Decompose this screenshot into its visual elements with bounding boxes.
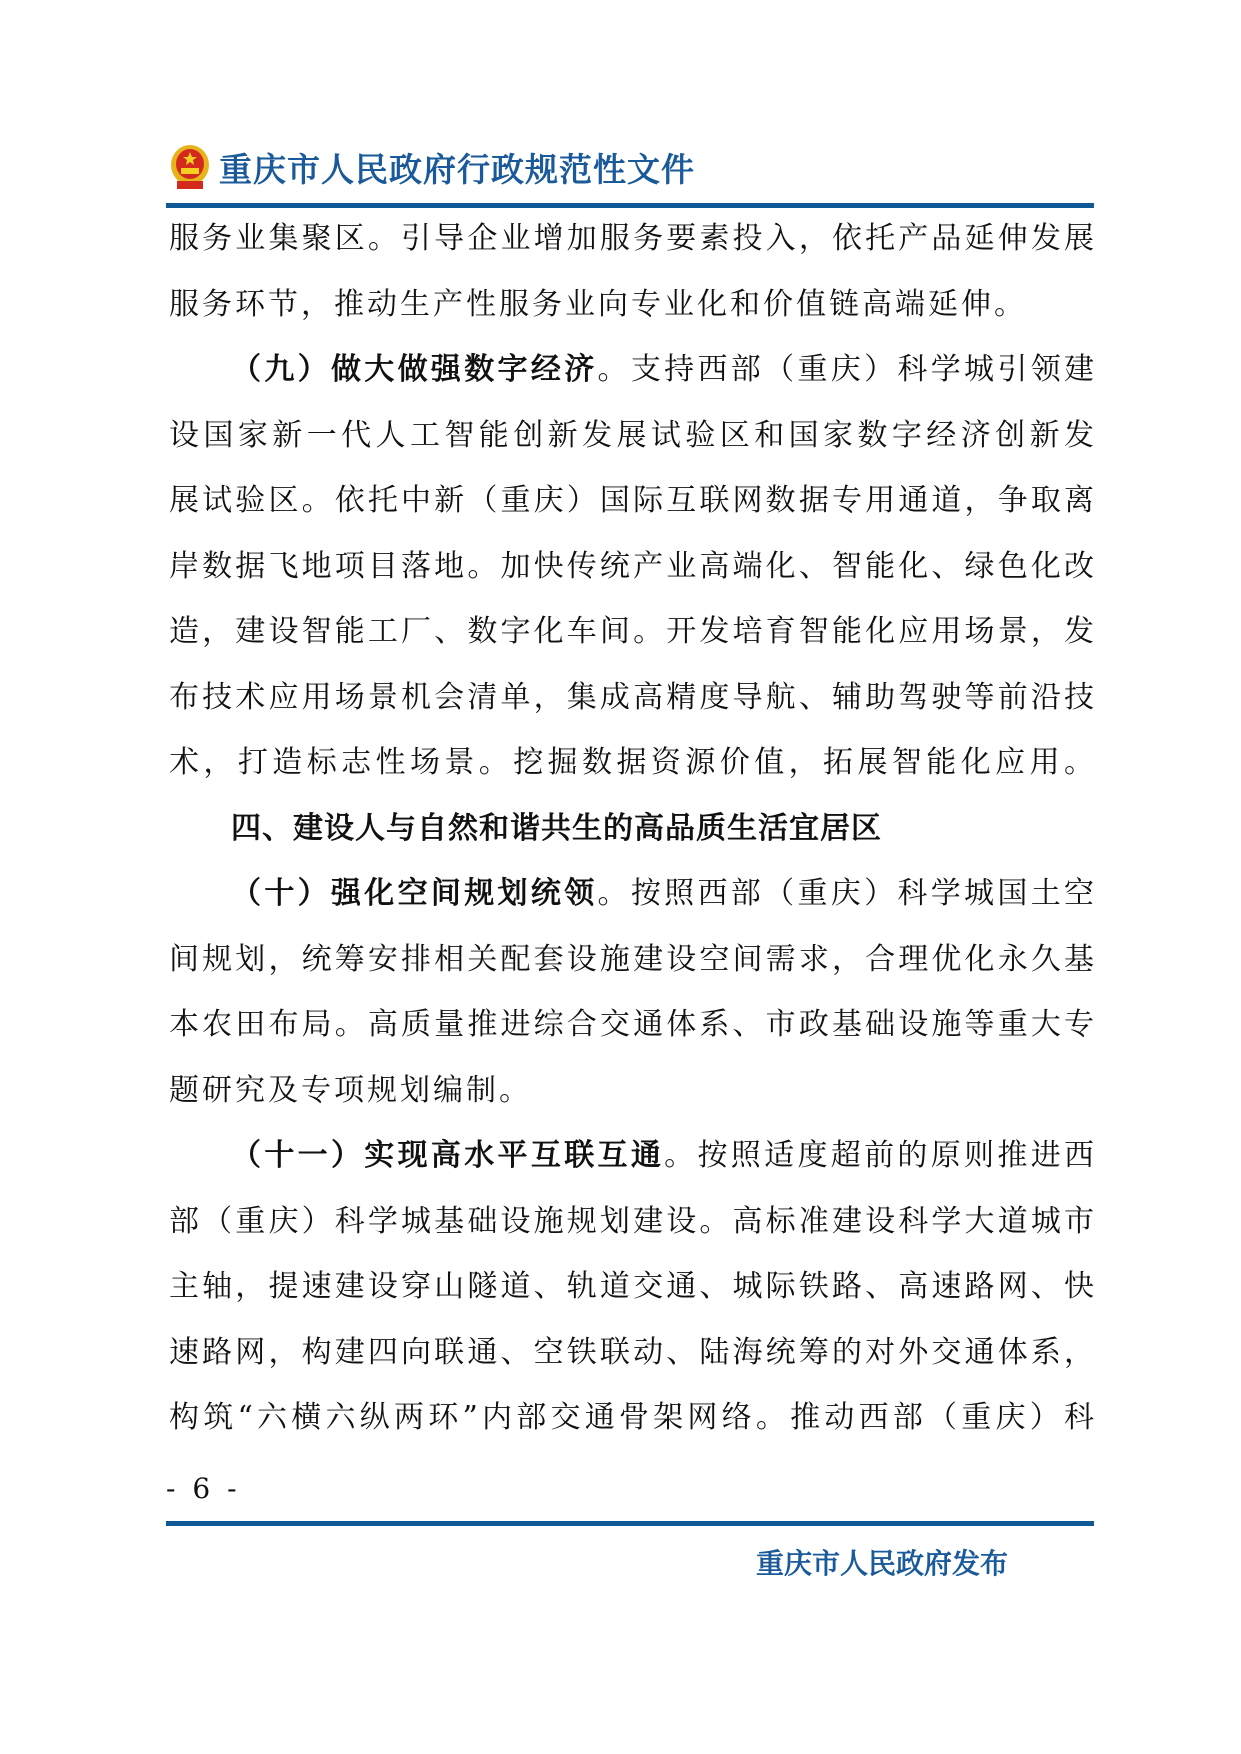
document-header — [169, 142, 695, 192]
footer-divider — [166, 1521, 1094, 1526]
text-line — [169, 1135, 1094, 1201]
line-text: 布技术应用场景机会清单，集成高精度导航、辅助驾驶等前沿技 — [169, 679, 1094, 715]
line-text: 本农田布局。高质量推进综合交通体系、市政基础设施等重大专 — [169, 1007, 1094, 1042]
line-text: 间规划，统筹安排相关配套设施建设空间需求，合理优化永久基 — [169, 941, 1094, 977]
line-text: 。支持西部（重庆）科学城引领建 — [597, 352, 1095, 387]
header-title: 重庆市人民政府行政规范性文件 — [219, 149, 695, 189]
subsection-title: （十一）实现高水平互联互通 — [231, 1138, 665, 1173]
subsection-title: （九）做大做强数字经济 — [231, 352, 598, 387]
text-line — [169, 1397, 1094, 1463]
text-line — [169, 1266, 1094, 1332]
footer-publisher: 重庆市人民政府发布 — [756, 1547, 1009, 1580]
line-text: 服务环节，推动生产性服务业向专业化和价值链高端延伸。 — [169, 286, 1027, 322]
line-text: 服务业集聚区。引导企业增加服务要素投入，依托产品延伸发展 — [169, 221, 1094, 256]
line-text: 。按照西部（重庆）科学城国土空 — [597, 876, 1095, 911]
text-line — [169, 349, 1094, 415]
line-text: 岸数据飞地项目落地。加快传统产业高端化、智能化、绿色化改 — [169, 548, 1094, 584]
page-number: - 6 - — [166, 1472, 241, 1505]
line-text: 造，建设智能工厂、数字化车间。开发培育智能化应用场景，发 — [169, 614, 1094, 649]
text-line — [169, 415, 1094, 481]
line-text: 。按照适度超前的原则推进西 — [664, 1138, 1095, 1173]
line-text: 部（重庆）科学城基础设施规划建设。高标准建设科学大道城市 — [169, 1203, 1094, 1239]
text-line — [169, 480, 1094, 546]
header-divider — [166, 203, 1094, 208]
text-line — [169, 218, 1094, 284]
text-line — [169, 284, 1094, 350]
national-emblem-icon — [169, 143, 211, 191]
text-line — [169, 1004, 1094, 1070]
text-line — [169, 1070, 1094, 1136]
text-line — [169, 873, 1094, 939]
line-text: 题研究及专项规划编制。 — [169, 1072, 532, 1108]
text-line — [169, 939, 1094, 1005]
text-line — [169, 677, 1094, 743]
line-text: 四、建设人与自然和谐共生的高品质生活宜居区 — [231, 810, 882, 846]
line-text: 速路网，构建四向联通、空铁联动、陆海统筹的对外交通体系， — [169, 1334, 1094, 1370]
line-text: 术，打造标志性场景。挖掘数据资源价值，拓展智能化应用。 — [169, 745, 1094, 780]
line-text: 设国家新一代人工智能创新发展试验区和国家数字经济创新发 — [169, 417, 1094, 453]
text-line — [169, 546, 1094, 612]
text-line — [169, 742, 1094, 808]
section-heading — [169, 808, 1094, 874]
subsection-title: （十）强化空间规划统领 — [231, 876, 598, 911]
text-line — [169, 611, 1094, 677]
text-line — [169, 1201, 1094, 1267]
line-text: 构筑“六横六纵两环”内部交通骨架网络。推动西部（重庆）科 — [169, 1400, 1094, 1435]
line-text: 展试验区。依托中新（重庆）国际互联网数据专用通道，争取离 — [169, 483, 1094, 518]
document-body — [169, 218, 1094, 1463]
text-line — [169, 1332, 1094, 1398]
line-text: 主轴，提速建设穿山隧道、轨道交通、城际铁路、高速路网、快 — [169, 1269, 1094, 1304]
